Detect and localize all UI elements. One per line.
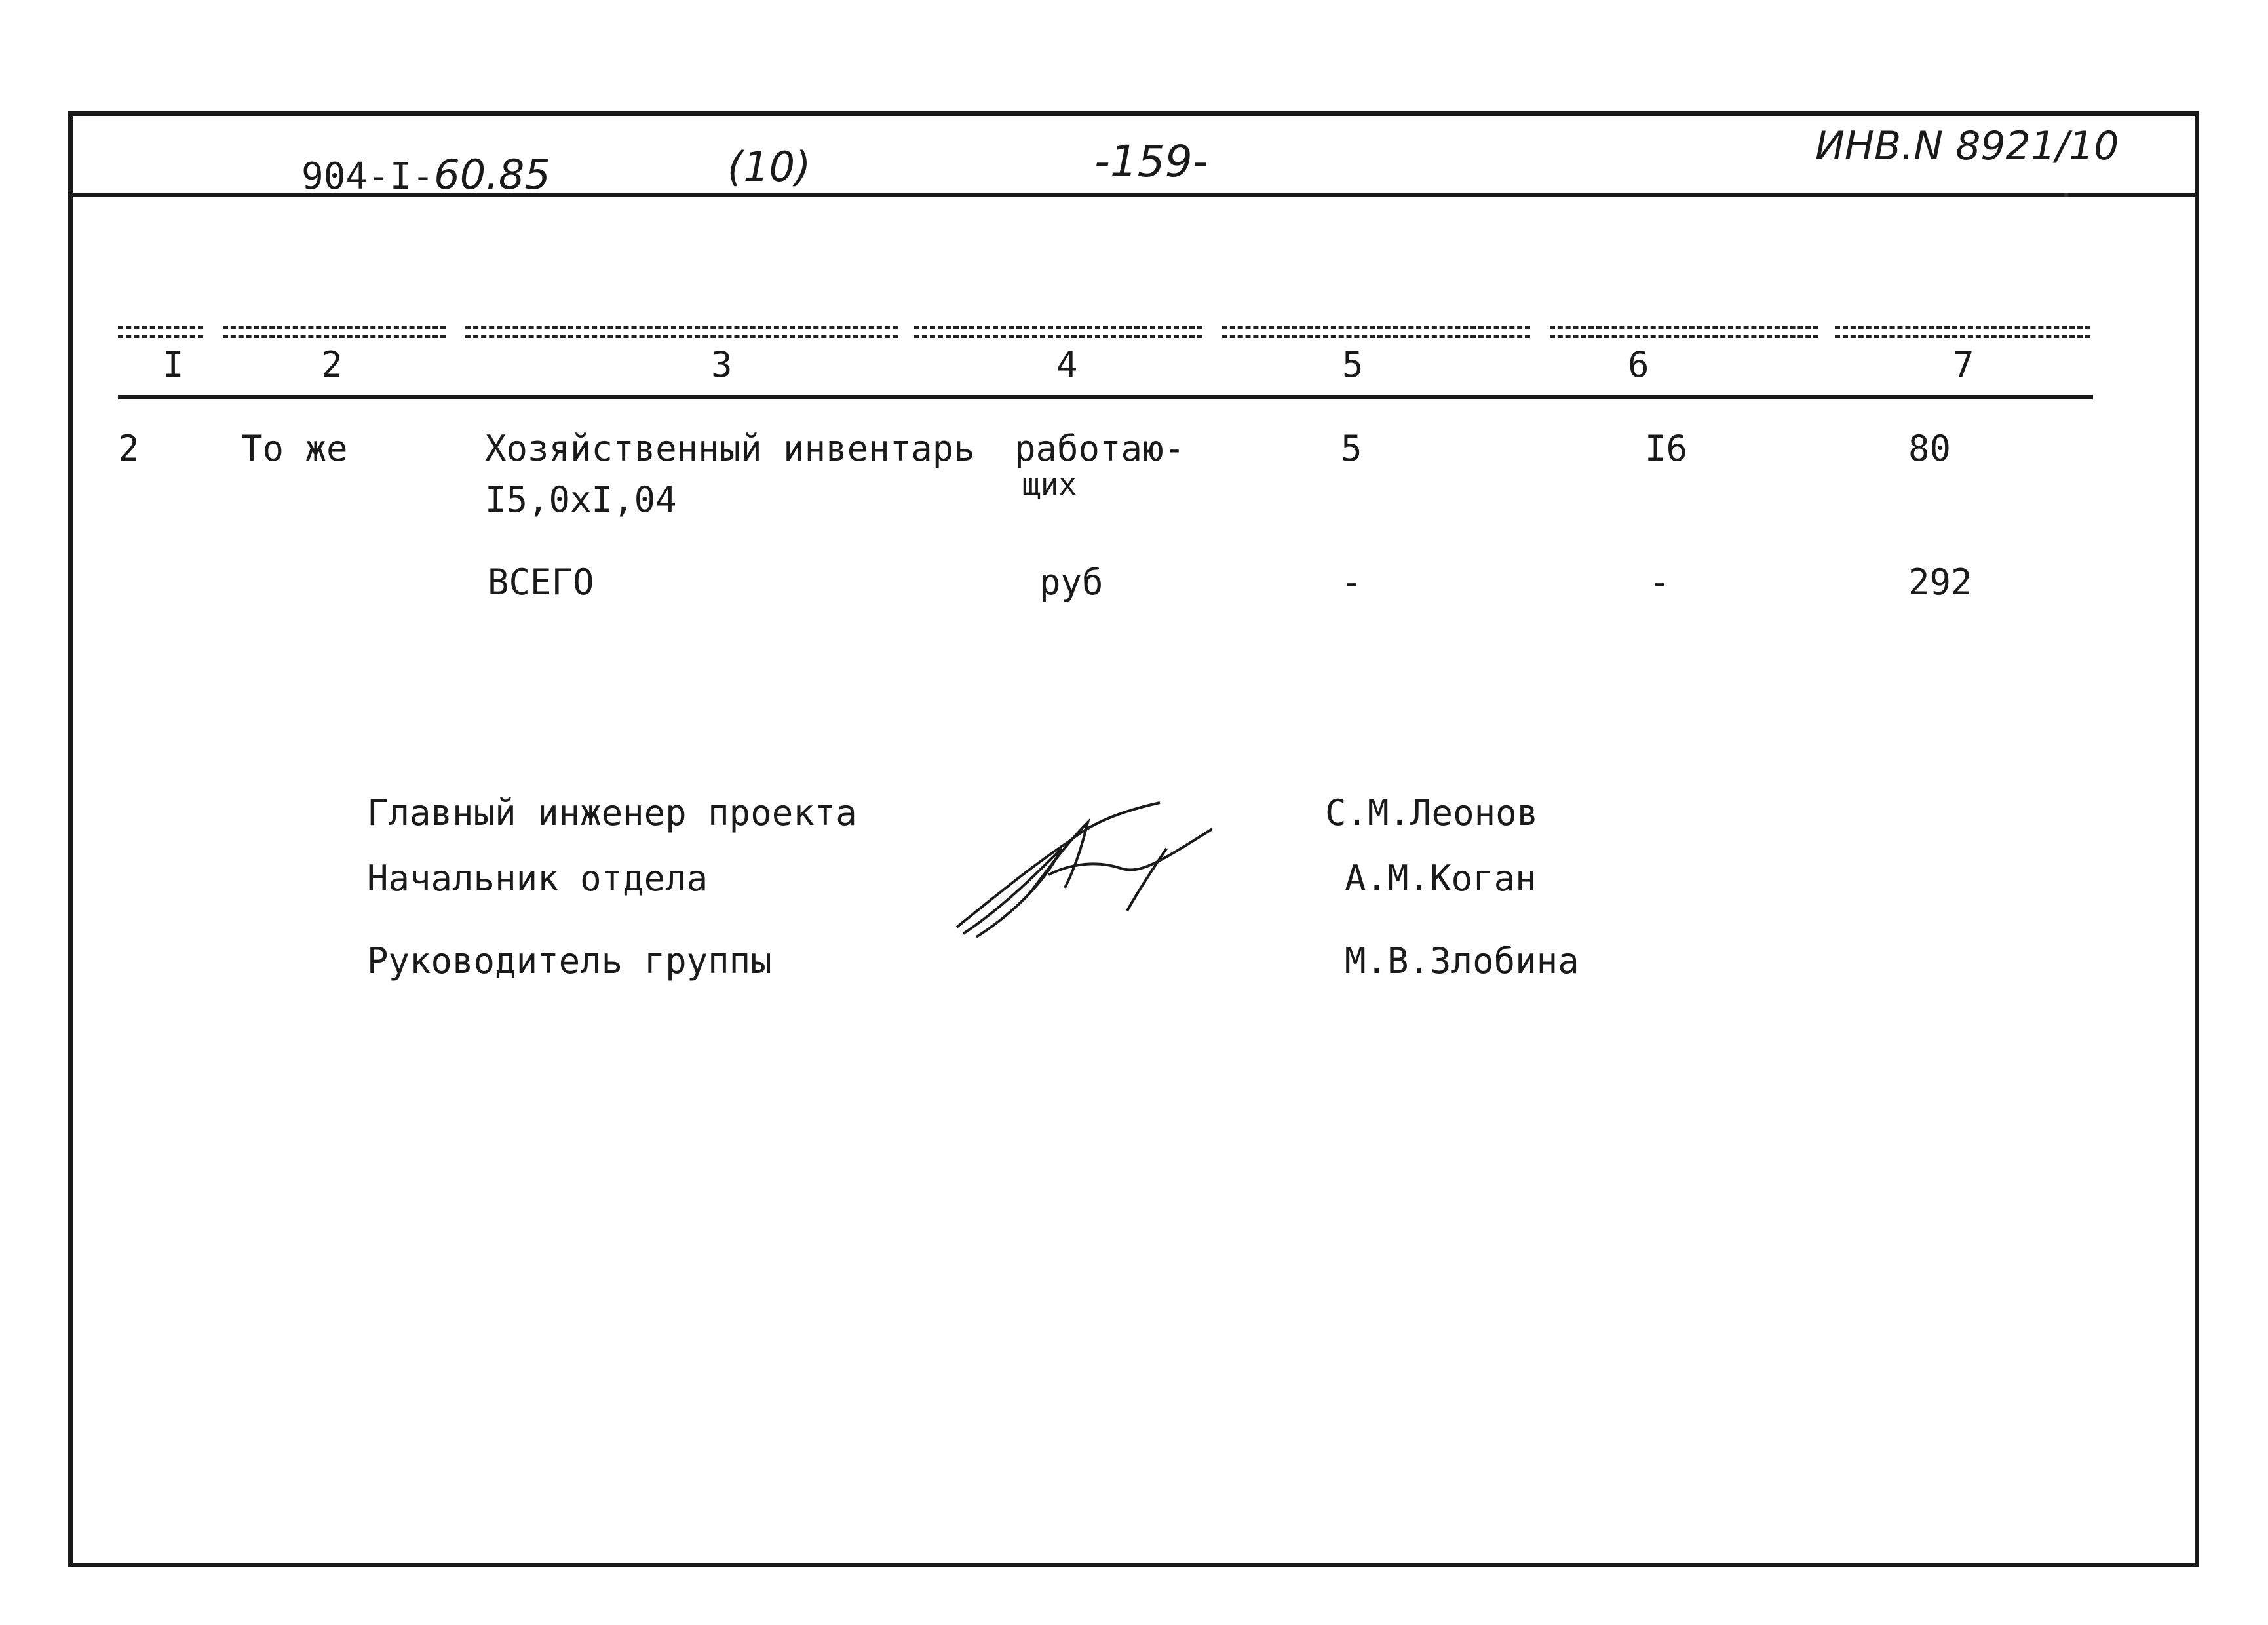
row2-col6: -	[1649, 562, 1670, 603]
page-number: -159-	[1094, 136, 1208, 187]
col-number-3: 3	[711, 344, 733, 385]
row1-col6: I6	[1645, 428, 1688, 469]
handwritten-signature	[950, 796, 1225, 940]
col-7-rule	[1835, 326, 2090, 338]
inventory-number: ИНВ.N 8921/10	[1815, 123, 2119, 169]
col-3-rule	[465, 326, 898, 338]
col-5-rule	[1222, 326, 1530, 338]
col-number-2: 2	[321, 344, 343, 385]
row2-col4: руб	[1039, 562, 1104, 603]
role-department-head: Начальник отдела	[367, 858, 708, 899]
row1-col4-line1: работаю-	[1014, 428, 1185, 469]
name-department-head: А.М.Коган	[1345, 858, 1537, 899]
col-number-7: 7	[1953, 344, 1974, 385]
row2-col7: 292	[1908, 562, 1972, 603]
corner-tick	[2064, 193, 2068, 197]
row1-col1: 2	[118, 428, 140, 469]
row1-col3-line2: I5,0xI,04	[485, 479, 677, 520]
col-number-5: 5	[1342, 344, 1364, 385]
name-group-leader: М.В.Злобина	[1345, 940, 1579, 982]
col-number-4: 4	[1056, 344, 1078, 385]
sheet-index: (10)	[727, 143, 811, 191]
col-1-rule	[118, 326, 203, 338]
col-4-rule	[914, 326, 1202, 338]
name-chief-engineer: С.М.Леонов	[1325, 792, 1539, 833]
col-6-rule	[1550, 326, 1818, 338]
row1-col4-line2: щих	[1022, 467, 1077, 502]
doc-code-prefix: 904-I-	[301, 155, 434, 198]
col-2-rule	[223, 326, 446, 338]
doc-code-suffix: 60.85	[434, 151, 550, 199]
col-number-6: 6	[1628, 344, 1649, 385]
role-chief-engineer: Главный инженер проекта	[367, 792, 857, 833]
doc-code	[301, 151, 550, 199]
col-number-1: I	[163, 344, 184, 385]
row1-col7: 80	[1908, 428, 1951, 469]
row2-col3: ВСЕГО	[488, 562, 594, 603]
row1-col3-line1: Хозяйственный инвентарь	[485, 428, 975, 469]
row1-col5: 5	[1341, 428, 1362, 469]
row1-col2: То же	[241, 428, 348, 469]
role-group-leader: Руководитель группы	[367, 940, 772, 982]
row2-col5: -	[1341, 562, 1362, 603]
header-bottom-rule	[118, 395, 2093, 399]
